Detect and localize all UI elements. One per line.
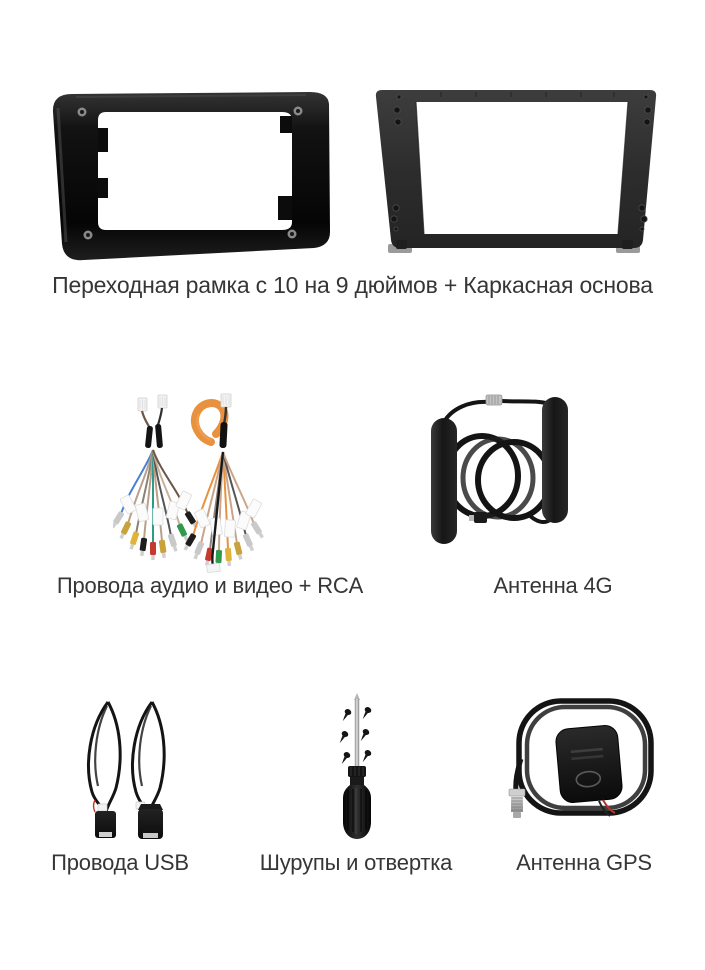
adapter-frame-illustration (42, 84, 344, 266)
antenna-4g (431, 395, 568, 544)
wire-labels (120, 491, 192, 525)
usb-wires-illustration (78, 698, 190, 848)
adapter-frame-photo (42, 84, 344, 266)
screw-holes (78, 107, 303, 240)
usb-cable-left (89, 702, 121, 838)
mount-holes (391, 95, 651, 231)
skeleton-frame (376, 90, 656, 253)
right-wire-bundle (182, 394, 265, 573)
wire-fan (121, 450, 188, 544)
screws-screwdriver-photo (322, 692, 392, 842)
caption-antenna-4g: Антенна 4G (493, 573, 613, 598)
av-rca-wires-illustration (113, 392, 285, 578)
caption-screws-screwdriver: Шурупы и отвертка (259, 850, 453, 875)
usb-cable-right (133, 702, 165, 839)
left-wire-bundle (113, 395, 199, 560)
caption-av-rca-wires: Провода аудио и видео + RCA (56, 573, 364, 598)
frame-base-photo (366, 80, 663, 264)
glossy-frame (53, 92, 330, 260)
antenna-gps-photo (505, 697, 660, 829)
antenna-4g-photo (424, 392, 576, 550)
screws (337, 706, 373, 766)
antenna-gps-illustration (505, 697, 660, 829)
av-rca-wires-photo (113, 392, 285, 578)
screws-screwdriver-illustration (322, 692, 392, 842)
frame-base-illustration (366, 80, 663, 264)
antenna-bar-left (431, 418, 457, 544)
antenna-bar-right (542, 397, 568, 523)
antenna-4g-illustration (424, 392, 576, 550)
caption-antenna-gps: Антенна GPS (516, 850, 652, 875)
cable-connector (486, 395, 502, 405)
gps-module (555, 724, 623, 803)
caption-frames: Переходная рамка с 10 на 9 дюймов + Каркасная основа (52, 272, 653, 298)
caption-usb-wires: Провода USB (51, 850, 189, 875)
usb-wires-photo (78, 698, 190, 848)
antenna-gps (509, 701, 651, 818)
sma-connector (509, 789, 525, 818)
